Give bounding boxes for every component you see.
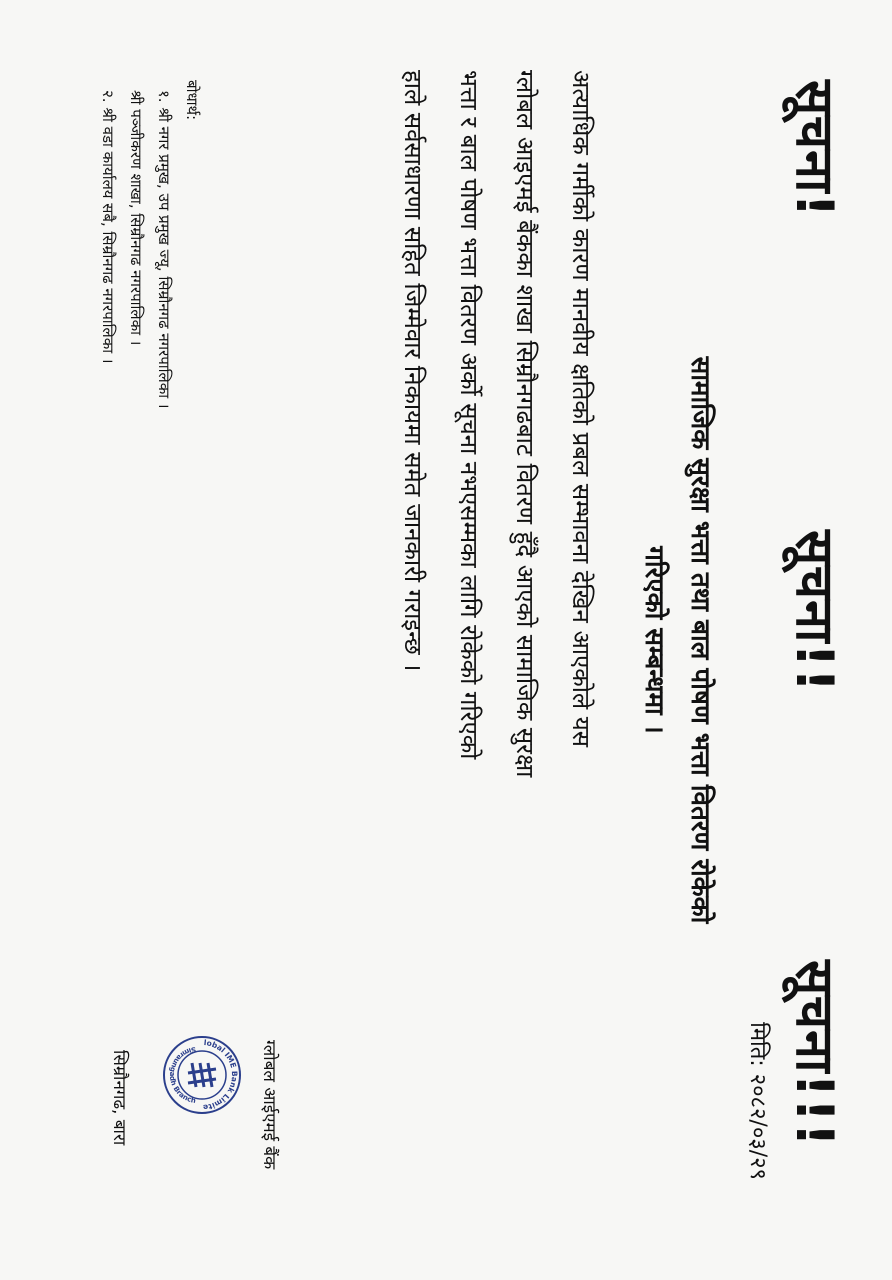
body-line-1: अत्याधिक गर्मीको कारण मानवीय क्षतिको प्रबल सम्भावना देखिन आएकोले यस	[567, 70, 595, 747]
notice-date: मिति: २०८२/०३/२९	[745, 1022, 770, 1180]
subject-line-2: गरिएको सम्बन्धमा ।	[639, 546, 669, 734]
cc-line-1: १. श्री नगर प्रमुख, उप प्रमुख ज्यू, सिम्रौनगढ नगरपालिका ।	[155, 90, 173, 409]
svg-text:Global IME Bank Limited: lobal IME Bank Limite	[202, 1038, 240, 1113]
signature-bank-name: ग्लोबल आईएमई बैंक	[259, 1040, 279, 1170]
notice-title-3: सूचना!!!	[784, 960, 844, 1148]
notice-title-2: सूचना!!	[784, 530, 844, 693]
cc-line-2: श्री पञ्जीकरण शाखा, सिम्रौनगढ नगरपालिका ।	[127, 90, 145, 346]
body-line-2: ग्लोबल आइएमई बैंकका शाखा सिम्रौनगढबाट वितरण हुँदै आएको सामाजिक सुरक्षा	[511, 70, 539, 778]
notice-title-1: सूचना!	[784, 80, 844, 219]
svg-text:Simraungadh Branch: Simraungadh Branch	[167, 1045, 197, 1105]
signature-location: सिम्रौनगढ, बारा	[109, 1050, 129, 1146]
cc-line-3: २. श्री वडा कार्यालय सबै, सिम्रौनगढ नगरपालिका ।	[99, 90, 117, 364]
subject-line-1: सामाजिक सुरक्षा भत्ता तथा बाल पोषण भत्ता वितरण रोकेको	[685, 356, 715, 924]
body-line-4: हाले सर्वसाधारणा सहित जिम्मेवार निकायमा समेत जानकारी गराइन्छ ।	[399, 70, 427, 672]
cc-heading: बोधार्थ:	[183, 80, 201, 121]
bank-stamp	[162, 1035, 242, 1115]
body-line-3: भत्ता र बाल पोषण भत्ता वितरण अर्को सूचना नभएसम्मका लागि रोकेको गरिएको	[455, 70, 483, 760]
